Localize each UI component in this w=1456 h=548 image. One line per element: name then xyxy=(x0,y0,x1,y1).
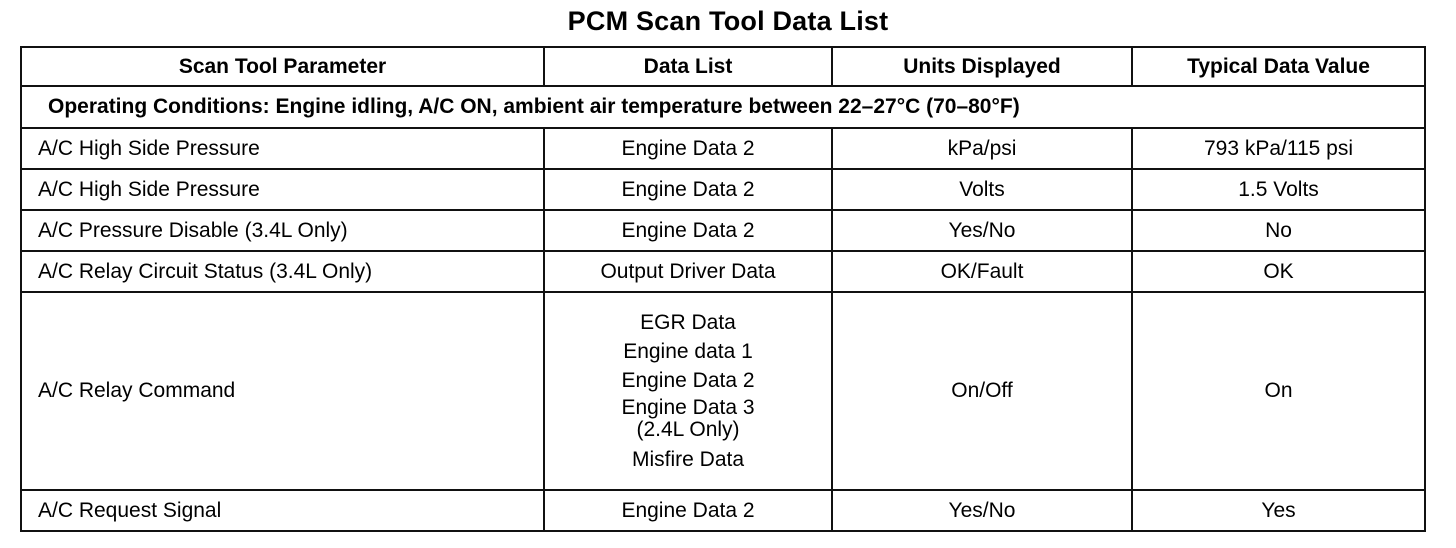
parameter-cell: A/C High Side Pressure xyxy=(21,169,544,210)
units-cell: OK/Fault xyxy=(832,251,1132,292)
typical-value-cell: No xyxy=(1132,210,1425,251)
column-header-units: Units Displayed xyxy=(832,47,1132,86)
data-list-cell: Engine Data 2 xyxy=(544,210,832,251)
units-cell: kPa/psi xyxy=(832,128,1132,169)
table-row xyxy=(21,128,1425,169)
table-row xyxy=(21,490,1425,531)
column-header-data-list: Data List xyxy=(544,47,832,86)
typical-value-cell: On xyxy=(1132,292,1425,490)
operating-conditions: Operating Conditions: Engine idling, A/C ON, ambient air temperature between 22–27°C (70–80°F) xyxy=(21,86,1425,128)
typical-value-cell: 793 kPa/115 psi xyxy=(1132,128,1425,169)
table-row xyxy=(21,210,1425,251)
data-list-entry-note: (2.4L Only) xyxy=(636,418,740,441)
data-list-entry: Engine Data 2 xyxy=(621,369,755,392)
table-row xyxy=(21,292,1425,490)
data-list-cell: Engine Data 2 xyxy=(544,169,832,210)
parameter-cell: A/C High Side Pressure xyxy=(21,128,544,169)
data-list-cell: Engine Data 2 xyxy=(544,128,832,169)
data-list-entry: Engine data 1 xyxy=(623,340,753,363)
units-cell: Yes/No xyxy=(832,490,1132,531)
table-row xyxy=(21,251,1425,292)
parameter-cell: A/C Pressure Disable (3.4L Only) xyxy=(21,210,544,251)
data-list-entry: Misfire Data xyxy=(631,448,745,471)
data-list-cell: Output Driver Data xyxy=(544,251,832,292)
typical-value-cell: Yes xyxy=(1132,490,1425,531)
typical-value-cell: 1.5 Volts xyxy=(1132,169,1425,210)
column-header-parameter: Scan Tool Parameter xyxy=(21,47,544,86)
data-table xyxy=(20,46,1426,532)
data-list-cell xyxy=(544,292,832,490)
column-header-typical-value: Typical Data Value xyxy=(1132,47,1425,86)
parameter-cell: A/C Relay Circuit Status (3.4L Only) xyxy=(21,251,544,292)
units-cell: On/Off xyxy=(832,292,1132,490)
data-list-entry-group xyxy=(559,397,817,441)
data-list-entry: Engine Data 3 xyxy=(621,396,755,419)
data-list-cell: Engine Data 2 xyxy=(544,490,832,531)
units-cell: Yes/No xyxy=(832,210,1132,251)
section-row xyxy=(21,86,1425,128)
units-cell: Volts xyxy=(832,169,1132,210)
typical-value-cell: OK xyxy=(1132,251,1425,292)
parameter-cell: A/C Relay Command xyxy=(21,292,544,490)
header-row xyxy=(21,47,1425,86)
data-list-entry: EGR Data xyxy=(640,311,736,334)
table-row xyxy=(21,169,1425,210)
parameter-cell: A/C Request Signal xyxy=(21,490,544,531)
page-title: PCM Scan Tool Data List xyxy=(567,6,889,36)
